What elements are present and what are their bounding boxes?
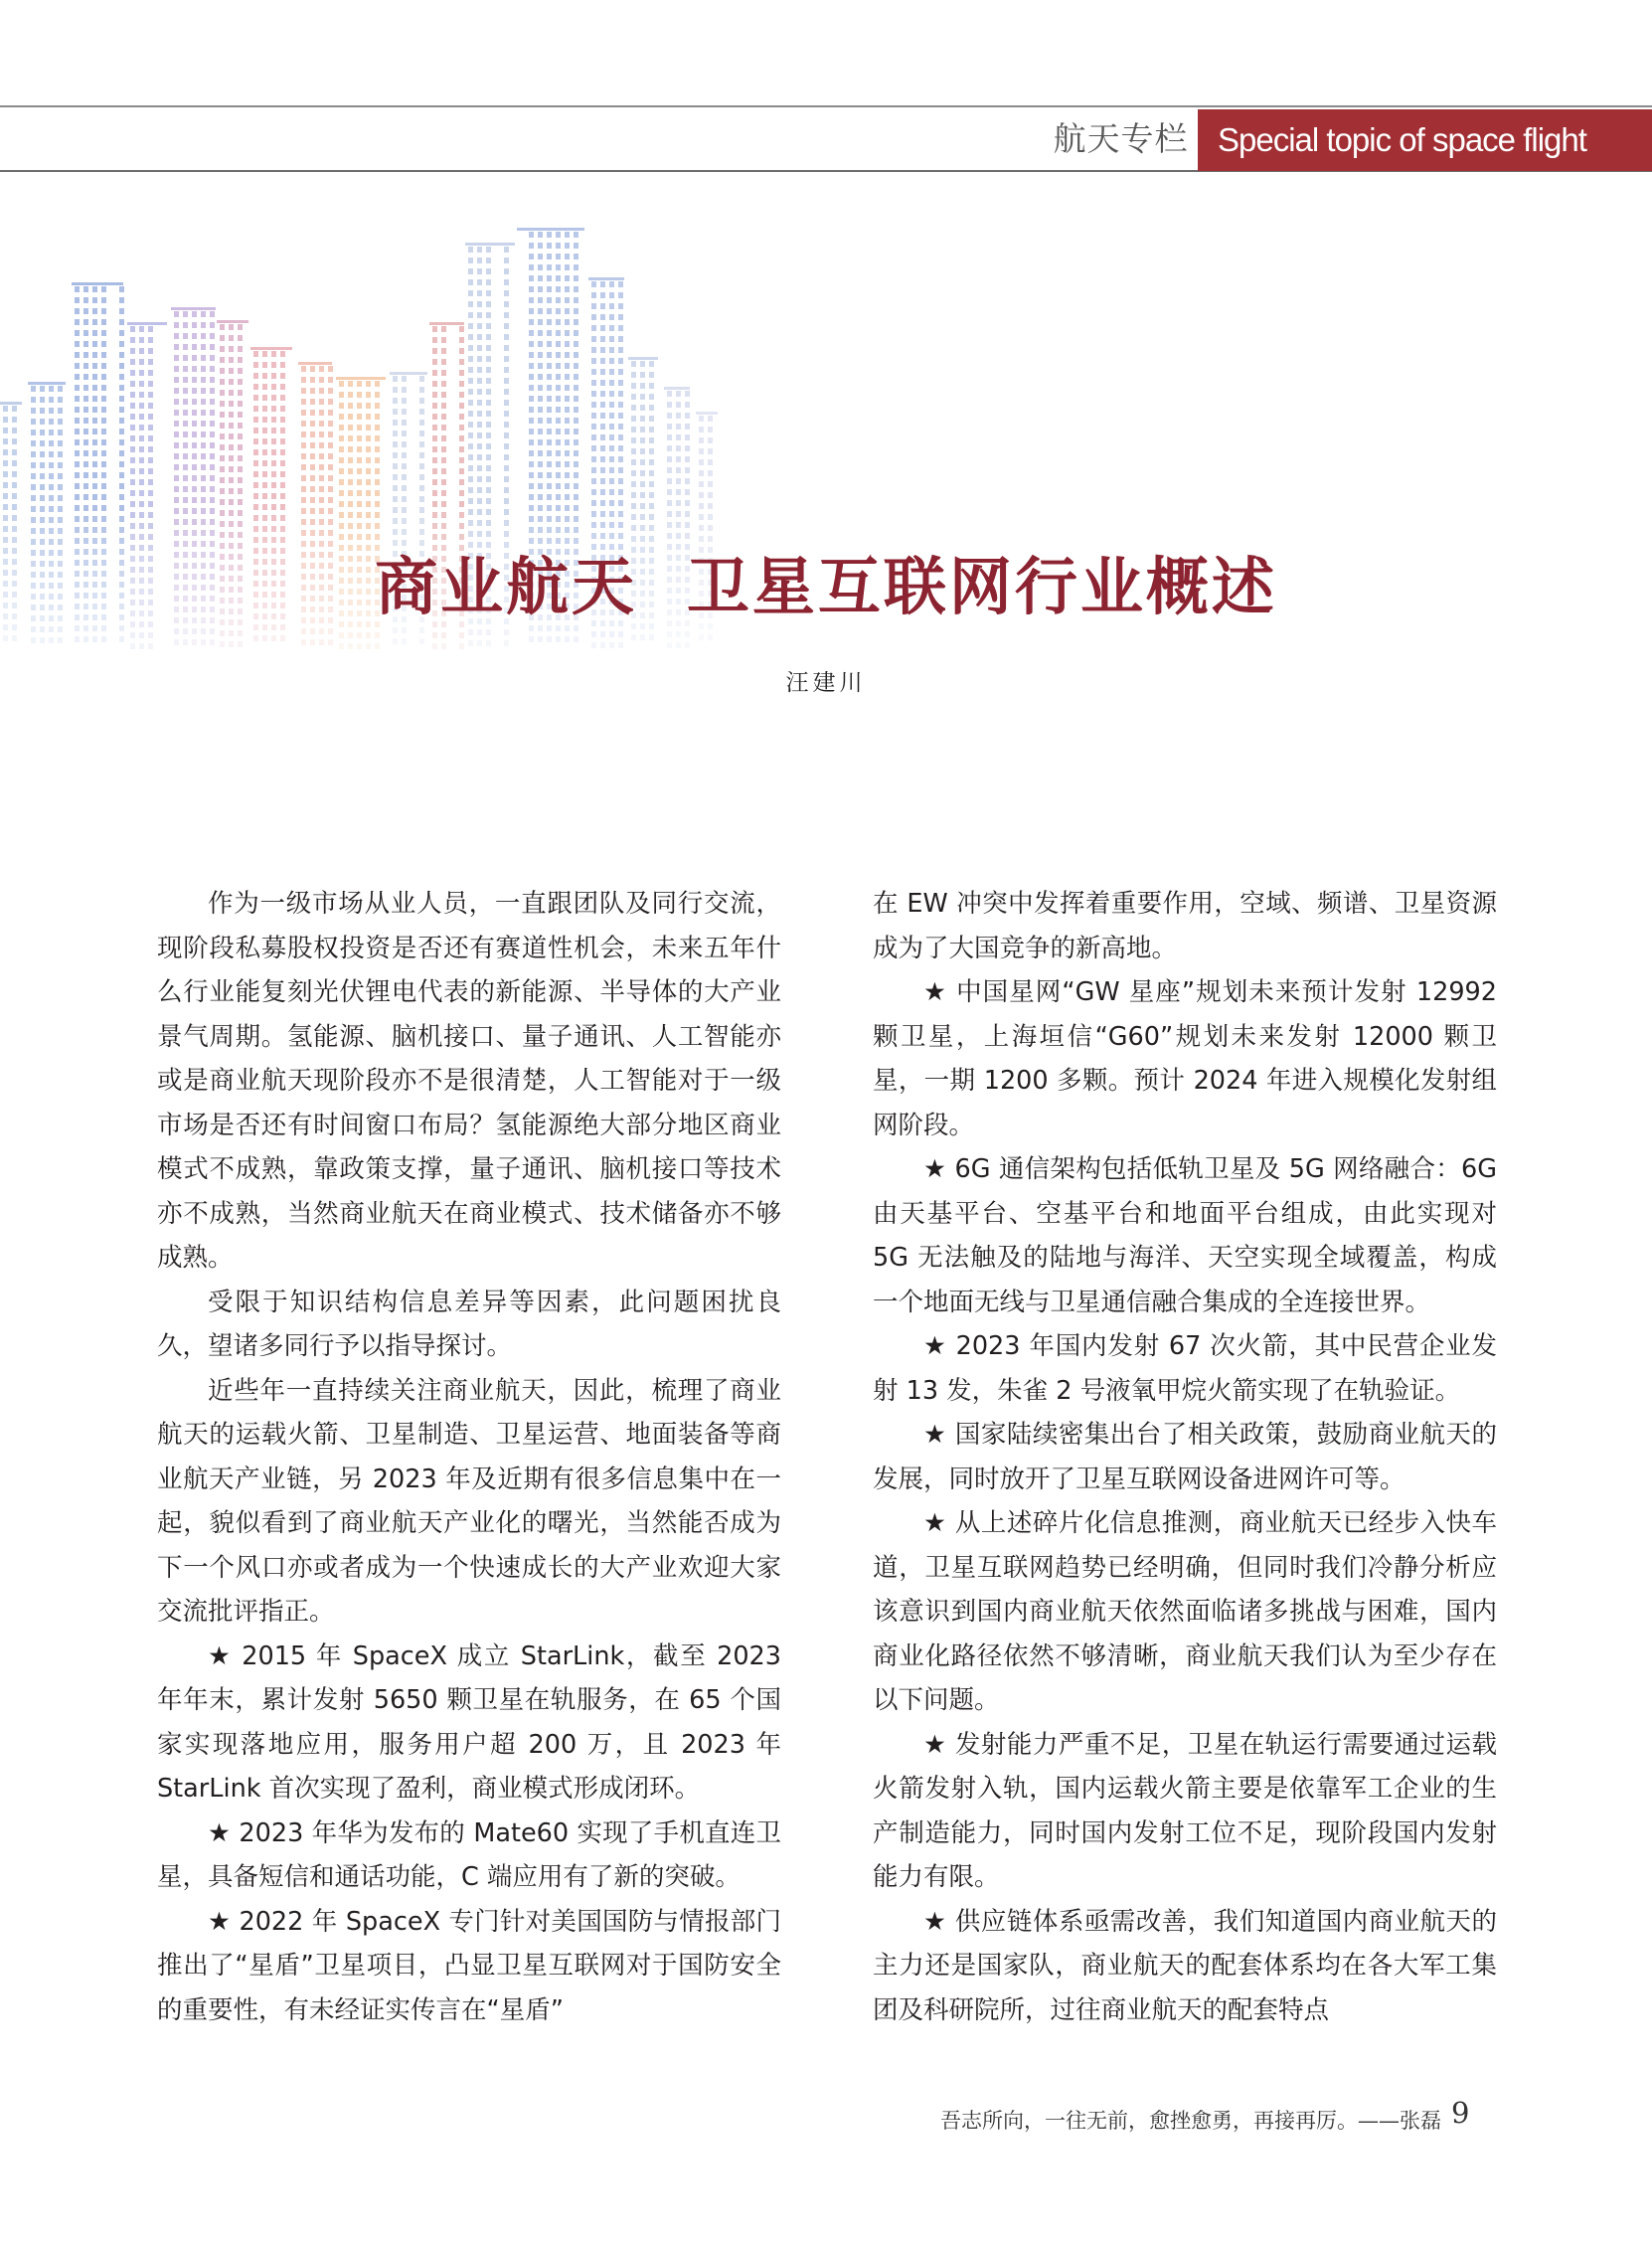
article-author: 汪建川 — [785, 670, 867, 696]
paragraph: ★ 2023 年国内发射 67 次火箭，其中民营企业发射 13 发，朱雀 2 号液氧甲烷火箭实现了在轨验证。 — [873, 1331, 1497, 1406]
right-column — [873, 882, 1497, 2032]
paragraph: ★ 发射能力严重不足，卫星在轨运行需要通过运载火箭发射入轨，国内运载火箭主要是依靠军工企业的生产制造能力，同时国内发射工位不足，现阶段国内发射能力有限。 — [873, 1729, 1497, 1892]
paragraph: 近些年一直持续关注商业航天，因此，梳理了商业航天的运载火箭、卫星制造、卫星运营、地面装备等商业航天产业链，另 2023 年及近期有很多信息集中在一起，貌似看到了商业航天产业化的曙光，当然能否成为下一个风口亦或者成为一个快速成长的大产业欢迎大家交流批评指正。 — [157, 1375, 781, 1627]
section-label-cn: 航天专栏 — [1053, 119, 1189, 158]
header-top-rule — [0, 105, 1652, 107]
section-label-en: Special topic of space flight — [1198, 109, 1652, 171]
paragraph: ★ 2023 年华为发布的 Mate60 实现了手机直连卫星，具备短信和通话功能，C 端应用有了新的突破。 — [157, 1817, 781, 1892]
paragraph: 在 EW 冲突中发挥着重要作用，空域、频谱、卫星资源成为了大国竞争的新高地。 — [873, 889, 1497, 963]
paragraph: ★ 从上述碎片化信息推测，商业航天已经步入快车道，卫星互联网趋势已经明确，但同时我们冷静分析应该意识到国内商业航天依然面临诸多挑战与困难，国内商业化路径依然不够清晰，商业航天我们认为至少存在以下问题。 — [873, 1508, 1497, 1715]
paragraph: 受限于知识结构信息差异等因素，此问题困扰良久，望诸多同行予以指导探讨。 — [157, 1287, 781, 1361]
paragraph: ★ 2015 年 SpaceX 成立 StarLink，截至 2023 年年末，累计发射 5650 颗卫星在轨服务，在 65 个国家实现落地应用，服务用户超 200 万，且 2023 年 StarLink 首次实现了盈利，商业模式形成闭环。 — [157, 1640, 781, 1804]
left-column — [157, 882, 781, 2032]
article-title: 商业航天 卫星互联网行业概述 — [375, 550, 1277, 623]
paragraph: 作为一级市场从业人员，一直跟团队及同行交流，现阶段私募股权投资是否还有赛道性机会，未来五年什么行业能复刻光伏锂电代表的新能源、半导体的大产业景气周期。氢能源、脑机接口、量子通讯、人工智能亦或是商业航天现阶段亦不是很清楚，人工智能对于一级市场是否还有时间窗口布局？氢能源绝大部分地区商业模式不成熟，靠政策支撑，量子通讯、脑机接口等技术亦不成熟，当然商业航天在商业模式、技术储备亦不够成熟。 — [157, 889, 781, 1273]
paragraph: ★ 国家陆续密集出台了相关政策，鼓励商业航天的发展，同时放开了卫星互联网设备进网许可等。 — [873, 1420, 1497, 1494]
paragraph: ★ 2022 年 SpaceX 专门针对美国国防与情报部门推出了“星盾”卫星项目，凸显卫星互联网对于国防安全的重要性，有未经证实传言在“星盾” — [157, 1906, 781, 2025]
paragraph: ★ 供应链体系亟需改善，我们知道国内商业航天的主力还是国家队，商业航天的配套体系均在各大军工集团及科研院所，过往商业航天的配套特点 — [873, 1906, 1497, 2025]
paragraph: ★ 中国星网“GW 星座”规划未来预计发射 12992 颗卫星，上海垣信“G60”规划未来发射 12000 颗卫星，一期 1200 多颗。预计 2024 年进入规模化发射组网阶段。 — [873, 977, 1497, 1140]
footer-quote: 吾志所向，一往无前，愈挫愈勇，再接再厉。——张磊 — [940, 2109, 1441, 2133]
page-number: 9 — [1451, 2096, 1470, 2130]
paragraph: ★ 6G 通信架构包括低轨卫星及 5G 网络融合：6G 由天基平台、空基平台和地面平台组成，由此实现对 5G 无法触及的陆地与海洋、天空实现全域覆盖，构成一个地面无线与卫星通信融合集成的全连接世界。 — [873, 1154, 1497, 1317]
